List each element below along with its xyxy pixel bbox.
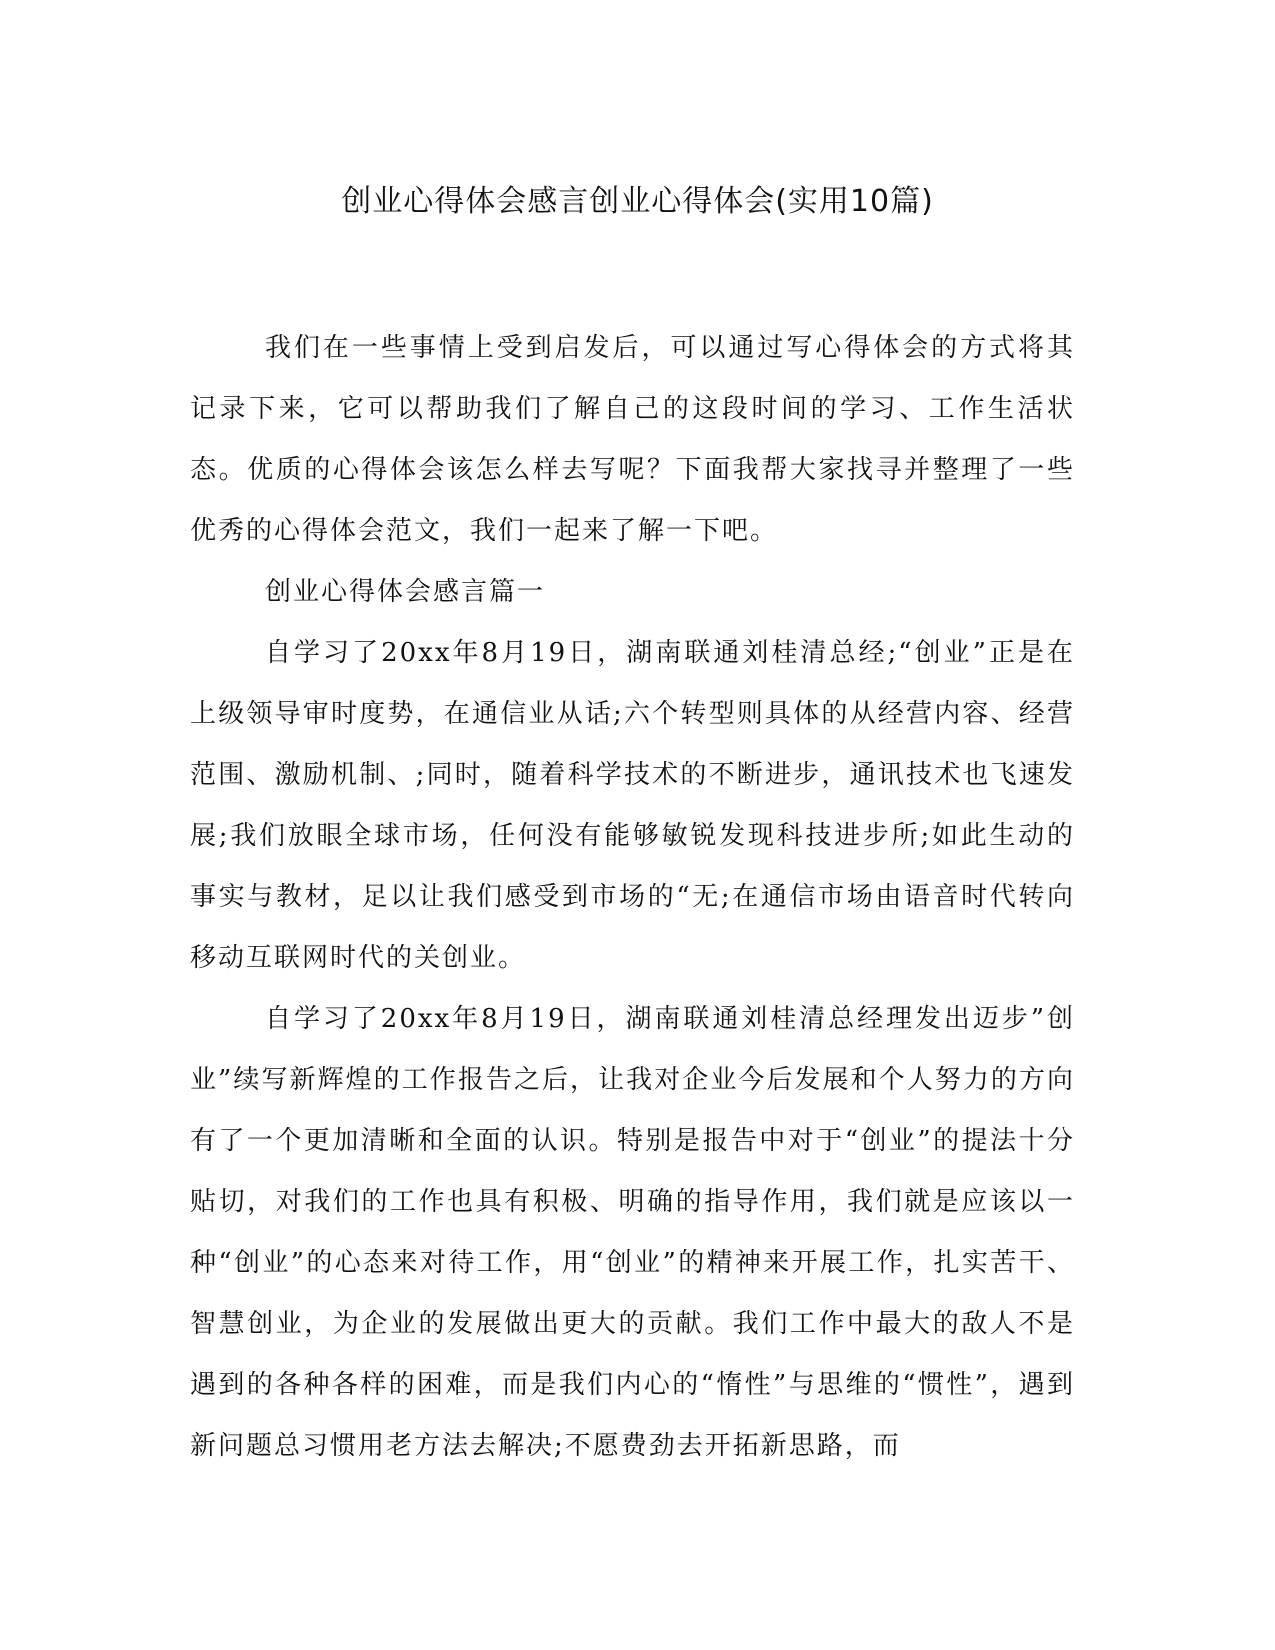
body-paragraph: 自学习了20xx年8月19日，湖南联通刘桂清总经理发出迈步”创业”续写新辉煌的工作报告之后，让我对企业今后发展和个人努力的方向有了一个更加清晰和全面的认识。特别是报告中对于“创业”的提法十分贴切，对我们的工作也具有积极、明确的指导作用，我们就是应该以一种“创业”的心态来对待工作，用“创业”的精神来开展工作，扎实苦干、智慧创业，为企业的发展做出更大的贡献。我们工作中最大的敌人不是遇到的各种各样的困难，而是我们内心的“惰性”与思维的“惯性”，遇到新问题总习惯用老方法去解决;不愿费劲去开拓新思路，而	[190, 1004, 1075, 1461]
body-paragraph: 自学习了20xx年8月19日，湖南联通刘桂清总经;“创业”正是在上级领导审时度势，在通信业从话;六个转型则具体的从经营内容、经营范围、激励机制、;同时，随着科学技术的不断进步，通讯技术也飞速发展;我们放眼全球市场，任何没有能够敏锐发现科技进步所;如此生动的事实与教材，足以让我们感受到市场的“无;在通信市场由语音时代转向移动互联网时代的关创业。	[190, 638, 1075, 973]
section-heading: 创业心得体会感言篇一	[265, 577, 546, 607]
intro-paragraph: 我们在一些事情上受到启发后，可以通过写心得体会的方式将其记录下来，它可以帮助我们了解自己的这段时间的学习、工作生活状态。优质的心得体会该怎么样去写呢？下面我帮大家找寻并整理了一些优秀的心得体会范文，我们一起来了解一下吧。	[190, 333, 1075, 546]
document-title: 创业心得体会感言创业心得体会(实用10篇)	[341, 184, 934, 219]
document-body	[190, 318, 1075, 1477]
